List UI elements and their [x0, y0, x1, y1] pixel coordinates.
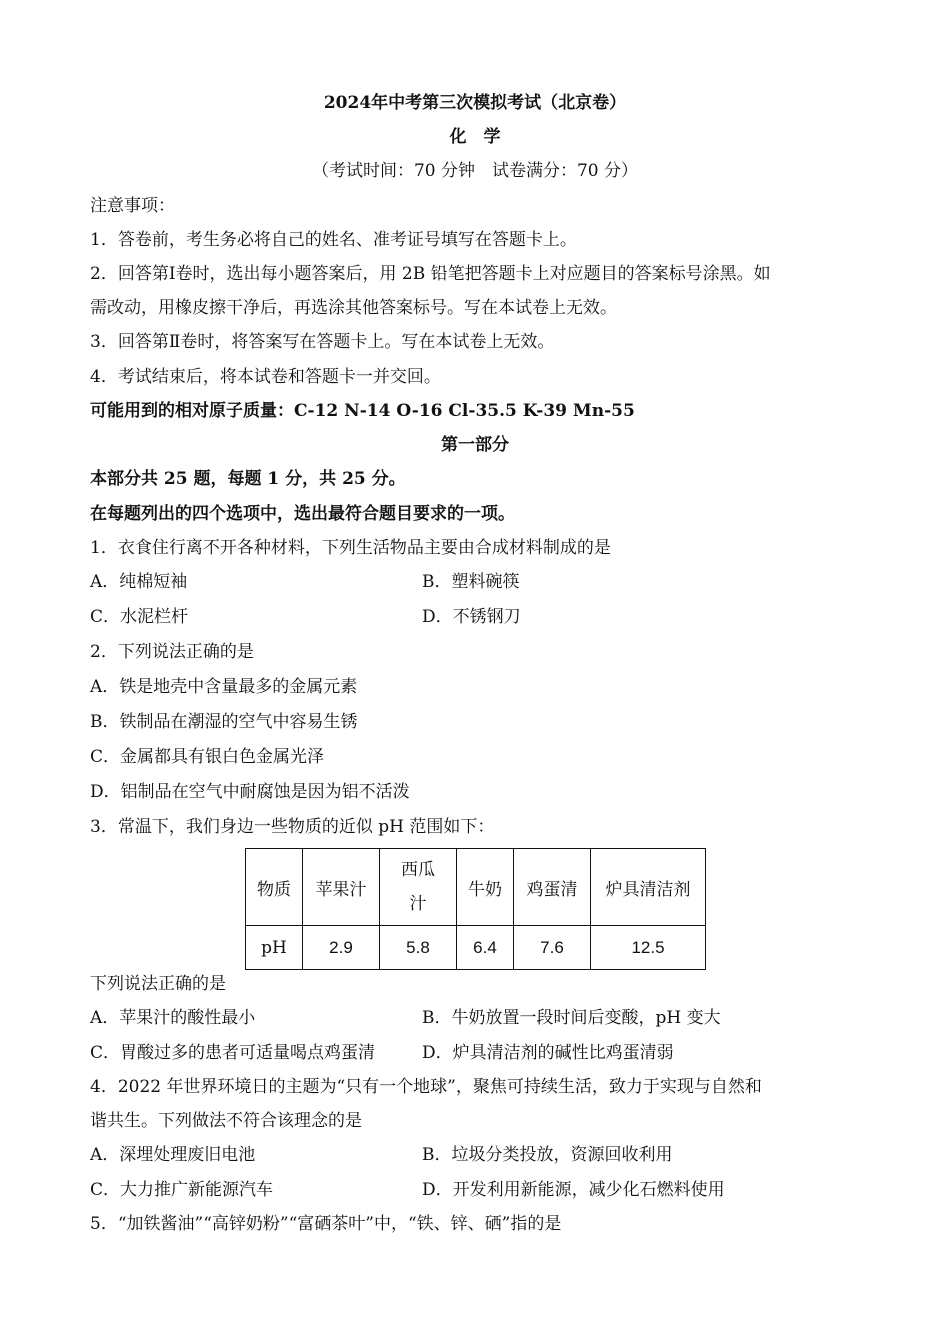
table-cell: 物质	[246, 849, 303, 926]
q4-stem-1: 4．2022 年世界环境日的主题为“只有一个地球”，聚焦可持续生活，致力于实现与自然和	[90, 1077, 762, 1097]
subject-title: 化 学	[449, 127, 501, 147]
q2-stem: 2．下列说法正确的是	[90, 642, 254, 662]
q4-option-d: D．开发利用新能源，减少化石燃料使用	[422, 1180, 725, 1200]
notice-item-2: 2．回答第Ⅰ卷时，选出每小题答案后，用 2B 铅笔把答题卡上对应题目的答案标号涂黑。如	[90, 264, 771, 284]
q2-option-b: B．铁制品在潮湿的空气中容易生锈	[90, 712, 358, 732]
notice-heading: 注意事项：	[90, 196, 175, 216]
q4-option-a: A．深埋处理废旧电池	[90, 1145, 256, 1165]
q2-option-d: D．铝制品在空气中耐腐蚀是因为铝不活泼	[90, 782, 410, 802]
q5-stem: 5．“加铁酱油”“高锌奶粉”“富硒茶叶”中，“铁、锌、硒”指的是	[90, 1214, 562, 1234]
q3-option-a: A．苹果汁的酸性最小	[90, 1008, 256, 1028]
q2-option-c: C．金属都具有银白色金属光泽	[90, 747, 325, 767]
table-cell: 5.8	[380, 926, 457, 970]
q4-option-b: B．垃圾分类投放，资源回收利用	[422, 1145, 673, 1165]
part1-intro-1: 本部分共 25 题，每题 1 分，共 25 分。	[90, 469, 406, 489]
exam-title: 2024年中考第三次模拟考试（北京卷）	[323, 93, 627, 113]
q4-option-c: C．大力推广新能源汽车	[90, 1180, 274, 1200]
q3-stem: 3．常温下，我们身边一些物质的近似 pH 范围如下：	[90, 817, 495, 837]
table-cell: 鸡蛋清	[514, 849, 591, 926]
q1-option-c: C．水泥栏杆	[90, 607, 189, 627]
atomic-masses: 可能用到的相对原子质量：C-12 N-14 O-16 Cl-35.5 K-39 Mn-55	[90, 401, 635, 421]
table-row	[246, 849, 706, 926]
notice-item-4: 4．考试结束后，将本试卷和答题卡一并交回。	[90, 367, 441, 387]
table-cell: 6.4	[457, 926, 514, 970]
table-cell: 苹果汁	[303, 849, 380, 926]
table-cell: 12.5	[591, 926, 706, 970]
q4-stem-2: 谐共生。下列做法不符合该理念的是	[90, 1111, 362, 1131]
q3-option-d: D．炉具清洁剂的碱性比鸡蛋清弱	[422, 1043, 674, 1063]
notice-item-1: 1．答卷前，考生务必将自己的姓名、准考证号填写在答题卡上。	[90, 230, 577, 250]
q1-option-d: D．不锈钢刀	[422, 607, 521, 627]
notice-item-3: 3．回答第Ⅱ卷时，将答案写在答题卡上。写在本试卷上无效。	[90, 332, 555, 352]
table-cell: 2.9	[303, 926, 380, 970]
table-cell: 7.6	[514, 926, 591, 970]
q1-option-b: B．塑料碗筷	[422, 572, 520, 592]
notice-item-2-cont: 需改动，用橡皮擦干净后，再选涂其他答案标号。写在本试卷上无效。	[90, 298, 617, 318]
q3-follow: 下列说法正确的是	[90, 974, 226, 994]
exam-info: （考试时间：70 分钟 试卷满分：70 分）	[311, 161, 639, 181]
q3-option-b: B．牛奶放置一段时间后变酸，pH 变大	[422, 1008, 721, 1028]
table-cell: 炉具清洁剂	[591, 849, 706, 926]
ph-table	[245, 848, 706, 970]
part1-title: 第一部分	[441, 435, 509, 455]
table-row	[246, 926, 706, 970]
q3-option-c: C．胃酸过多的患者可适量喝点鸡蛋清	[90, 1043, 376, 1063]
table-cell: pH	[246, 926, 303, 970]
table-cell	[380, 849, 457, 926]
q2-option-a: A．铁是地壳中含量最多的金属元素	[90, 677, 358, 697]
part1-intro-2: 在每题列出的四个选项中，选出最符合题目要求的一项。	[90, 504, 515, 524]
q1-stem: 1．衣食住行离不开各种材料，下列生活物品主要由合成材料制成的是	[90, 538, 611, 558]
table-cell: 牛奶	[457, 849, 514, 926]
q1-option-a: A．纯棉短袖	[90, 572, 188, 592]
table-cell-text: 西瓜汁	[400, 860, 435, 914]
